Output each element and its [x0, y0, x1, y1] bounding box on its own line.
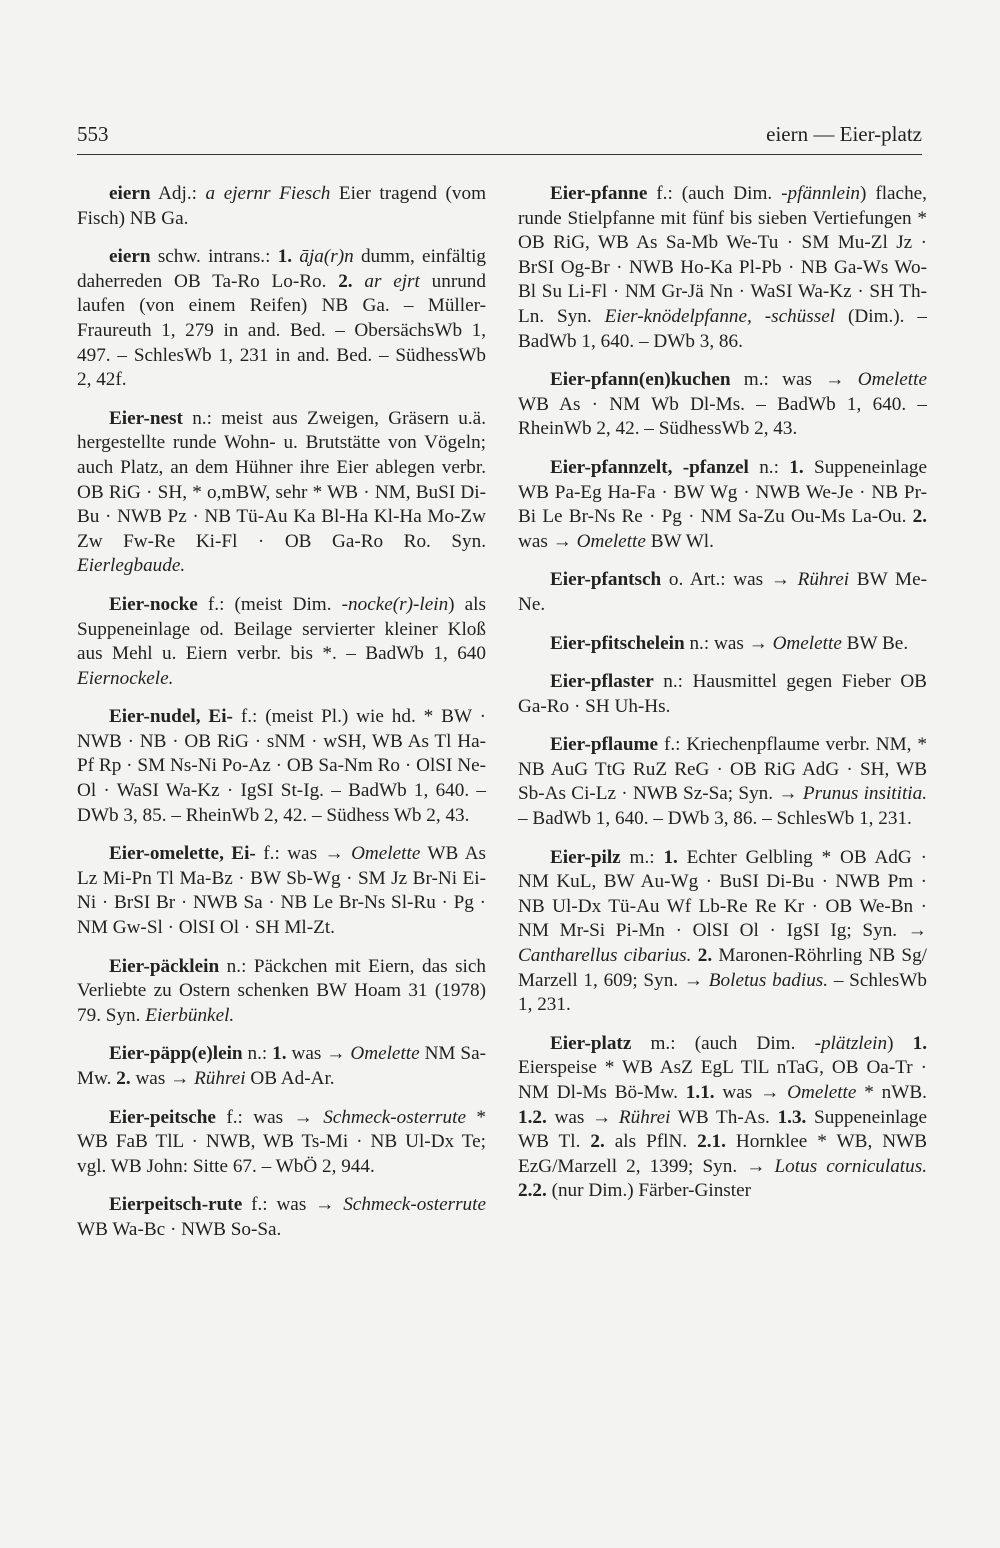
entry-headword: eiern — [109, 183, 151, 204]
entry-headword: Eier-nest — [109, 407, 183, 429]
entry-text: – SchlesWb 1, 231. — [518, 969, 927, 1016]
entry-headword: Eier-pfann(en)kuchen — [550, 369, 731, 391]
entry-text: OB Ad-Ar. — [245, 1068, 335, 1089]
dictionary-entry — [518, 456, 927, 554]
dictionary-entry — [77, 955, 486, 1029]
entry-text: n.: — [242, 1043, 273, 1065]
italic-text: -pfännlein — [781, 183, 860, 204]
entry-headword: Eierpeitsch-rute — [109, 1194, 243, 1216]
entry-text: Eier tragend (vom Fisch) NB Ga. — [77, 183, 486, 229]
entry-text: ) flache, runde Stielpfanne mit fünf bis sieben Vertiefungen * OB RiG, WB As Sa-Mb We-Tu · SM Mu-Zl Jz · BrSI Og-Br · NWB Ho-Ka Pl-Pb · NB Ga-Ws Wo-Bl Su Li-Fl · NM Gr-Jä Nn · WaSI Wa-Kz · SH Th-Ln. Syn. — [518, 183, 927, 327]
entry-text: Echter Gelbling * OB AdG · NM KuL, BW Au-Wg · BuSI Di-Bu · NWB Pm · NB Ul-Dx Tü-Au Wf Lb-Re Re Kr · OB We-Bn · NM Mr-Si Pi-Mn · OlSI Ol · IgSI Ig; Syn. → — [518, 846, 927, 942]
entry-headword: Eier-päpp(e)lein — [109, 1043, 243, 1065]
entry-text: f.: (meist Dim. — [197, 593, 342, 615]
italic-text: Omelette — [350, 1043, 420, 1065]
dictionary-entry — [77, 407, 486, 579]
sense-number: 2.1. — [697, 1131, 726, 1153]
italic-text: Schmeck-osterrute — [343, 1194, 486, 1216]
entry-headword: Eier-platz — [550, 1032, 632, 1054]
italic-text: -plätzlein — [814, 1032, 888, 1054]
dictionary-entry — [518, 632, 927, 657]
entry-text: Adj.: — [150, 183, 206, 204]
italic-text: a ejernr Fiesch — [205, 183, 331, 204]
entry-text: schw. intrans.: — [150, 246, 278, 268]
italic-text: Cantharellus cibarius. — [518, 945, 692, 967]
entry-text: Maronen-Röhrling NB Sg/ Marzell 1, 609; Syn. → — [518, 945, 928, 991]
entry-text: n.: Hausmittel gegen Fieber OB Ga-Ro · SH Uh-Hs. — [518, 671, 927, 717]
italic-text: ā̜ja(r)n — [299, 246, 354, 268]
entry-text: Suppeneinlage WB Tl. — [518, 1106, 928, 1153]
entry-text: f.: was → — [242, 1194, 344, 1216]
sense-number: 1.3. — [777, 1106, 807, 1128]
entry-text: n.: was → — [684, 632, 773, 654]
sense-number: 1.1. — [685, 1082, 715, 1103]
dictionary-entry — [77, 1193, 486, 1242]
italic-text: Eierlegbaude. — [77, 555, 186, 577]
italic-text: Rührei — [618, 1106, 671, 1128]
italic-text: Lotus corniculatus. — [774, 1155, 927, 1177]
entry-text: ) als Suppeneinlage od. Beilage servierter kleiner Kloß aus Mehl u. Eiern verbr. bis *. – BadWb 1, 640 — [77, 593, 486, 665]
entry-headword: Eier-nocke — [109, 593, 198, 615]
dictionary-entry — [518, 733, 927, 831]
dictionary-entry — [518, 568, 927, 617]
entry-headword: Eier-pfanne — [550, 183, 648, 204]
entry-text: ) — [887, 1032, 913, 1054]
left-column — [77, 182, 486, 1257]
entry-text: (nur Dim.) Färber-Ginster — [546, 1180, 752, 1202]
right-column — [518, 182, 927, 1218]
entry-text: WB Th-As. — [670, 1106, 778, 1128]
entry-headword: Eier-nudel, Ei- — [109, 706, 233, 728]
entry-headword: Eier-päcklein — [109, 955, 220, 977]
italic-text: -nocke(r)-lein — [341, 593, 449, 615]
dictionary-entry — [77, 842, 486, 940]
italic-text: Omelette — [857, 369, 927, 391]
entry-text: was → — [130, 1068, 195, 1089]
entry-text: f.: (auch Dim. — [647, 183, 782, 204]
entry-text: als PflN. — [604, 1131, 698, 1153]
entry-text: was → — [286, 1043, 351, 1065]
entry-text: WB Wa-Bc · NWB So-Sa. — [77, 1218, 282, 1240]
italic-text: Rührei — [194, 1068, 246, 1089]
dictionary-entry — [518, 368, 927, 442]
entry-text: BW Me-Ne. — [518, 569, 927, 615]
sense-number: 1. — [663, 846, 678, 868]
entry-headword: eiern — [109, 246, 151, 268]
entry-text: n.: Päckchen mit Eiern, das sich Verliebte zu Ostern schenken BW Hoam 31 (1978) 79. Syn. — [77, 955, 486, 1026]
entry-text: o. Art.: was → — [661, 569, 798, 591]
running-head: eiern — Eier-platz — [766, 122, 922, 146]
entry-headword: Eier-peitsche — [109, 1106, 216, 1128]
italic-text: Schmeck-osterrute — [323, 1106, 466, 1128]
sense-number: 1.2. — [518, 1106, 547, 1128]
italic-text: Omelette — [787, 1082, 857, 1103]
entry-text: m.: (auch Dim. — [631, 1032, 815, 1054]
entry-text: dumm, einfältig daherreden OB Ta-Ro Lo-Ro. — [77, 246, 486, 292]
entry-text: was → — [714, 1082, 788, 1103]
sense-number: 1. — [912, 1032, 928, 1054]
entry-text: Eierspeise * WB AsZ EgL TlL nTaG, OB Oa-Tr · NM Dl-Ms Bö-Mw. — [518, 1057, 927, 1103]
entry-text: n.: — [748, 456, 790, 478]
entry-text: – BadWb 1, 640. – DWb 3, 86. – SchlesWb 1, 231. — [518, 808, 912, 830]
sense-number: 2. — [590, 1131, 605, 1153]
dictionary-entry — [77, 593, 486, 691]
entry-text: f.: Kriechenpflaume verbr. NM, * NB AuG TtG RuZ ReG · OB RiG AdG · SH, WB Sb-As Ci-Lz · NWB Sz-Sa; Syn. → — [518, 734, 927, 805]
dictionary-entry — [518, 182, 927, 354]
italic-text: Omelette — [351, 843, 421, 865]
entry-text: was → — [546, 1106, 619, 1128]
page-number: 553 — [77, 122, 109, 146]
entry-headword: Eier-pfitschelein — [550, 632, 685, 654]
sense-number: 1. — [789, 456, 804, 478]
sense-number: 2. — [338, 270, 353, 292]
sense-number: 2. — [697, 945, 713, 967]
entry-headword: Eier-pflaume — [550, 734, 658, 756]
entry-text: WB As Lz Mi-Pn Tl Ma-Bz · BW Sb-Wg · SM Jz Br-Ni Ei-Ni · BrSI Br · NWB Sa · NB Le Br-Ns Sl-Ru · Pg · NM Gw-Sl · OlSI Ol · SH Ml-Zt. — [77, 843, 487, 939]
entry-text: m.: was → — [730, 369, 858, 391]
italic-text: Omelette — [772, 632, 842, 654]
italic-text: Eier-knödelpfanne, -schüssel — [604, 305, 836, 327]
entry-text: f.: was → — [215, 1106, 324, 1128]
sense-number: 1. — [272, 1043, 287, 1065]
italic-text: Boletus badius. — [708, 969, 829, 991]
entry-headword: Eier-pfannzelt, -pfanzel — [550, 456, 749, 478]
entry-headword: Eier-omelette, Ei- — [109, 843, 256, 865]
entry-text: was → — [518, 530, 577, 552]
page-header — [77, 120, 922, 155]
dictionary-entry — [518, 1032, 927, 1204]
entry-text: m.: — [620, 846, 664, 868]
entry-text: Suppeneinlage WB Pa-Eg Ha-Fa · BW Wg · NWB We-Je · NB Pr-Bi Le Br-Ns Re · Pg · NM Sa-Zu Ou-Ms La-Ou. — [518, 456, 927, 528]
sense-number: 2. — [912, 506, 927, 528]
italic-text: Rührei — [797, 569, 850, 591]
dictionary-entry — [77, 1042, 486, 1091]
entry-text: f.: (meist Pl.) wie hd. * BW · NWB · NB · OB RiG · sNM · wSH, WB As Tl Ha-Pf Rp · SM Ns-Ni Po-Az · OB Sa-Nm Ro · OlSI Ne-Ol · WaSI Wa-Kz · IgSI St-Ig. – BadWb 1, 640. – DWb 3, 85. – RheinWb 2, 42. – Südhess Wb 2, 43. — [77, 706, 487, 826]
dictionary-entry — [77, 705, 486, 828]
italic-text: Eierbünkel. — [145, 1004, 235, 1026]
dictionary-entry — [77, 182, 486, 231]
entry-text: unrund laufen (von einem Reifen) NB Ga. – Müller-Fraureuth 1, 279 in and. Bed. – ObersächsWb 1, 497. – SchlesWb 1, 231 in and. Bed. – SüdhessWb 2, 42f. — [77, 270, 486, 391]
entry-text: BW Wl. — [645, 530, 714, 552]
sense-number: 2. — [116, 1068, 131, 1089]
dictionary-entry — [518, 846, 927, 1018]
entry-text: * nWB. — [856, 1082, 927, 1103]
entry-text: BW Be. — [841, 632, 909, 654]
sense-number: 2.2. — [518, 1180, 547, 1202]
entry-text: Hornklee * WB, NWB EzG/Marzell 2, 1399; Syn. → — [518, 1131, 928, 1177]
entry-headword: Eier-pilz — [550, 846, 621, 868]
entry-text: WB As · NM Wb Dl-Ms. – BadWb 1, 640. – RheinWb 2, 42. – SüdhessWb 2, 43. — [518, 393, 927, 440]
italic-text: Omelette — [576, 530, 646, 552]
sense-number: 1. — [277, 246, 293, 268]
dictionary-entry — [77, 245, 486, 393]
entry-text: (Dim.). – BadWb 1, 640. – DWb 3, 86. — [518, 305, 927, 352]
entry-text: * WB FaB TlL · NWB, WB Ts-Mi · NB Ul-Dx Te; vgl. WB John: Sitte 67. – WbÖ 2, 944. — [77, 1106, 487, 1177]
italic-text: Eiernockele. — [77, 667, 174, 689]
dictionary-entry — [518, 670, 927, 719]
entry-text: n.: meist aus Zweigen, Gräsern u.ä. hergestellte runde Wohn- u. Brutstätte von Vögeln; auch Platz, an dem Hühner ihre Eier ablegen verbr. OB RiG · SH, * o,mBW, sehr * WB · NM, BuSI Di-Bu · NWB Pz · NB Tü-Au Ka Bl-Ha Kl-Ha Mo-Zw Zw Fw-Re Ki-Fl · OB Ga-Ro Ro. Syn. — [77, 407, 486, 552]
entry-headword: Eier-pfantsch — [550, 569, 662, 591]
italic-text: Prunus insititia. — [802, 783, 928, 805]
dictionary-entry — [77, 1106, 486, 1180]
italic-text: ar ejrt — [364, 270, 420, 292]
entry-text: f.: was → — [255, 843, 352, 865]
entry-headword: Eier-pflaster — [550, 671, 654, 693]
entry-text: NM Sa-Mw. — [77, 1043, 486, 1089]
entry-text — [353, 271, 365, 292]
